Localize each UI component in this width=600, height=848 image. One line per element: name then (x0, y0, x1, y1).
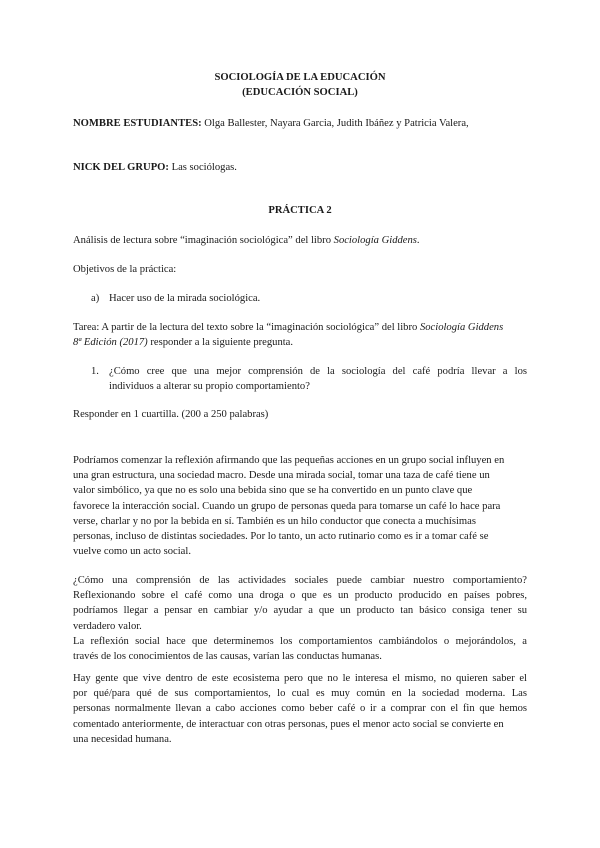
question-line-1: ¿Cómo cree que una mejor comprensión de la sociología del café podría llevar a los (109, 366, 527, 377)
group-value: Las sociólogas. (171, 162, 237, 173)
answer-paragraph-4 (73, 671, 527, 747)
answer-p2-line: ¿Cómo una comprensión de las actividades sociales puede cambiar nuestro comportamiento? (73, 575, 527, 586)
answer-paragraph-3 (73, 634, 527, 664)
objective-marker: a) (91, 293, 100, 304)
document-title: SOCIOLOGÍA DE LA EDUCACIÓN (214, 72, 386, 83)
question-marker: 1. (91, 366, 99, 377)
answer-p1-line: favorece la interacción social. Cuando un grupo de personas queda para tomarse un café lo hace para (73, 500, 501, 512)
task-book-title: Sociología Giddens (419, 322, 504, 333)
answer-p2-line: verdadero valor. (73, 620, 142, 632)
task-suffix: responder a la siguiente pregunta. (147, 337, 294, 348)
answer-p1-line: vuelve como un acto social. (73, 546, 191, 558)
answer-p1-line: valor simbólico, ya que no es solo una bebida sino que se ha convertido en un punto clave que (73, 485, 473, 497)
analysis-suffix: . (416, 235, 420, 246)
task-line-2 (73, 338, 293, 349)
answer-p1-line: Podríamos comenzar la reflexión afirmando que las pequeñas acciones en un grupo social influyen en (73, 455, 505, 466)
answer-p2-line: Reflexionando sobre el café como una droga o que es un producto producido en países pobres, (73, 590, 527, 602)
answer-p4-line: por qué/para qué de sus comportamientos, lo cual es muy común en la sociedad moderna. Las (73, 688, 527, 700)
group-label: NICK DEL GRUPO: (73, 162, 169, 173)
answer-p3-line: través de los conocimientos de las causas, varían las conductas humanas. (73, 651, 382, 663)
objective-text: Hacer uso de la mirada sociológica. (109, 293, 261, 304)
analysis-book-title: Sociología Giddens (333, 235, 417, 246)
answer-p4-line: una necesidad humana. (73, 733, 172, 745)
answer-p4-line: Hay gente que vive dentro de este ecosistema pero que no le interesa el mismo, no quieren saber el (73, 673, 527, 684)
answer-p2-line: podríamos llegar a pensar en cambiar y/o ayudar a que un producto tan básico consiga tener su (73, 605, 527, 617)
answer-p3-line: La reflexión social hace que determinemos los comportamientos cambiándolos o mejorándolos, a (73, 636, 527, 647)
objectives-label: Objetivos de la práctica: (73, 264, 177, 275)
answer-instructions: Responder en 1 cuartilla. (200 a 250 palabras) (73, 409, 269, 420)
students-label: NOMBRE ESTUDIANTES: (73, 118, 202, 129)
answer-p4-line: personas normalmente llevan a cabo acciones como beber café o ir a comprar con el fin que hemos (73, 703, 527, 715)
task-prefix: Tarea: A partir de la lectura del texto sobre la “imaginación sociológica” del libro (73, 322, 420, 333)
analysis-line (73, 236, 420, 247)
answer-p4-line: comentado anteriormente, de interactuar con otras personas, pues el menor acto social se convierte en (73, 718, 504, 730)
answer-paragraph-1 (73, 453, 527, 559)
group-line (73, 163, 237, 174)
document-subtitle: (EDUCACIÓN SOCIAL) (242, 87, 358, 98)
answer-p1-line: una gran estructura, una sociedad macro. Desde una mirada social, tomar una taza de café tiene un (73, 470, 490, 482)
answer-paragraph-2 (73, 573, 527, 634)
task-book-edition: 8ª Edición (2017) (73, 337, 148, 348)
task-line-1 (73, 323, 503, 334)
analysis-prefix: Análisis de lectura sobre “imaginación sociológica” del libro (73, 235, 334, 246)
students-line (73, 119, 469, 130)
question-line-2: individuos a alterar su propio comportamiento? (109, 381, 310, 392)
practice-heading: PRÁCTICA 2 (268, 205, 332, 216)
answer-p1-line: verse, charlar y no por la bebida en sí. También es un hilo conductor que conecta a muchísimas (73, 515, 476, 527)
students-value: Olga Ballester, Nayara Garcia, Judith Ibáñez y Patricia Valera, (204, 118, 469, 129)
answer-p1-line: personas, incluso de distintas sociedades. Por lo tanto, un acto rutinario como es ir a tomar café se (73, 531, 489, 543)
